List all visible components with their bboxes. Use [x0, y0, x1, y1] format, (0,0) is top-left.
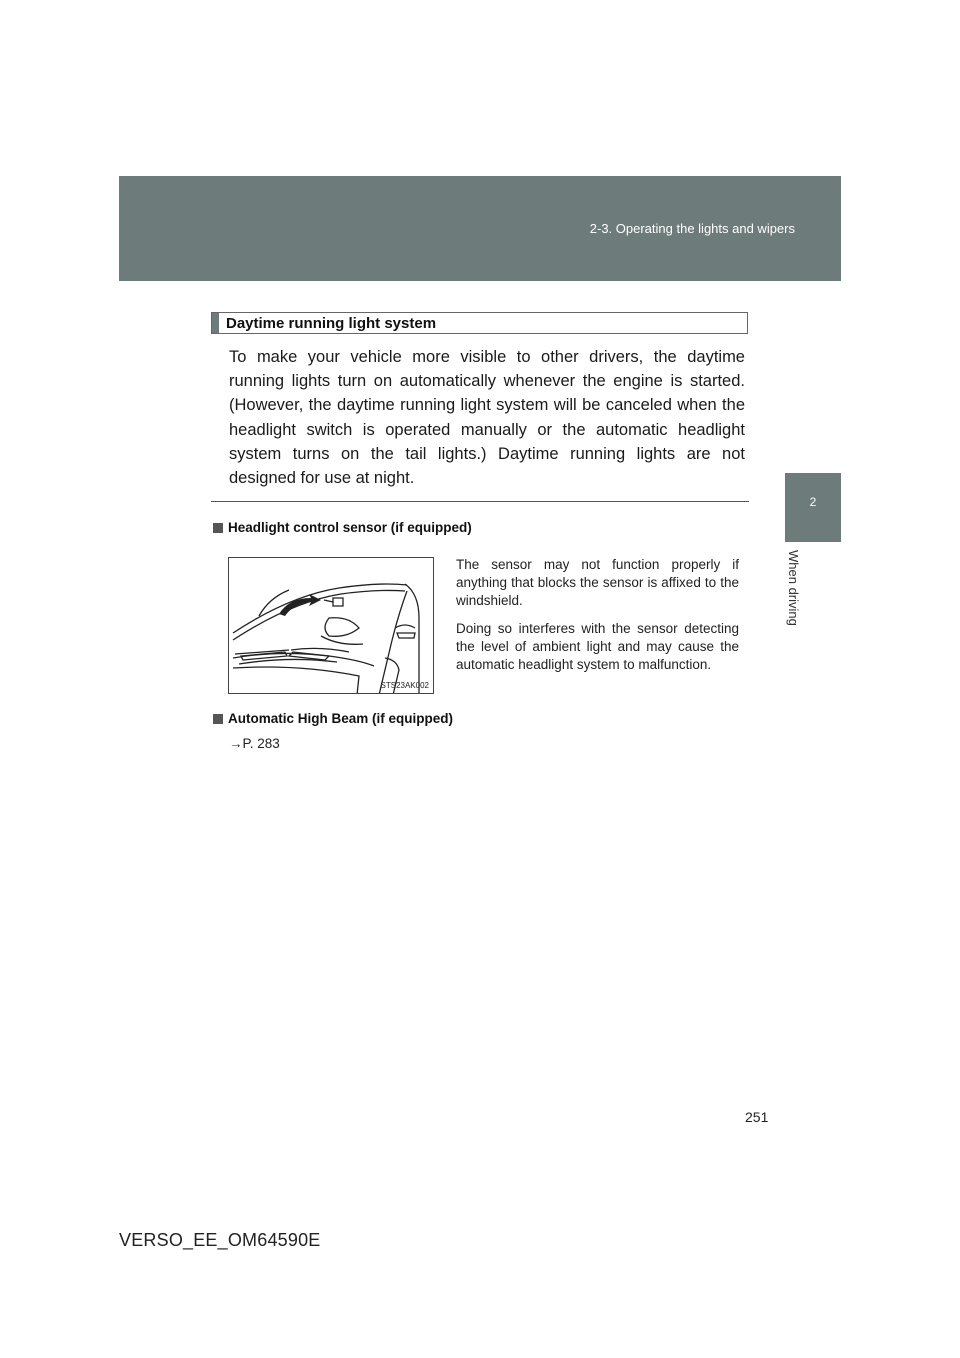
sensor-note-2: Doing so interferes with the sensor detecting the level of ambient light and may cause the automatic headlight system to malfunction.: [456, 621, 739, 672]
chapter-number: 2: [809, 495, 817, 509]
windshield-sensor-illustration: [228, 557, 434, 694]
section-heading: Daytime running light system: [226, 315, 437, 332]
bullet-square-icon: [213, 714, 223, 724]
windshield-drawing: [229, 558, 434, 694]
subsection-heading-text: Automatic High Beam (if equipped): [228, 711, 454, 726]
page-number: 251: [745, 1109, 769, 1125]
document-code: VERSO_EE_OM64590E: [119, 1230, 321, 1250]
chapter-label: [772, 550, 812, 640]
bullet-square-icon: [213, 523, 223, 533]
chapter-label-text: When driving: [786, 550, 801, 626]
section-heading-box: [211, 312, 748, 334]
header-band: [119, 176, 841, 281]
heading-accent-bar: [212, 313, 219, 333]
image-code: STS23AK002: [380, 681, 429, 690]
subsection-heading-high-beam: [213, 711, 453, 726]
subsection-heading-text: Headlight control sensor (if equipped): [228, 520, 472, 535]
section-title: 2-3. Operating the lights and wipers: [589, 221, 795, 236]
section-body: To make your vehicle more visible to other drivers, the daytime running lights turn on automatically whenever the engine is started. (However, the daytime running light system will be canceled when the headlight switch is operated manually or the automatic headlight system turns on the tail lights.) Daytime running lights are not designed for use at night.: [229, 348, 745, 488]
section-divider: [211, 501, 749, 502]
sensor-note-1: The sensor may not function properly if anything that blocks the sensor is affixed to the windshield.: [456, 557, 739, 608]
chapter-tab[interactable]: [785, 473, 841, 542]
subsection-heading-sensor: [213, 520, 472, 535]
page-reference-link[interactable]: →P. 283: [229, 736, 280, 751]
